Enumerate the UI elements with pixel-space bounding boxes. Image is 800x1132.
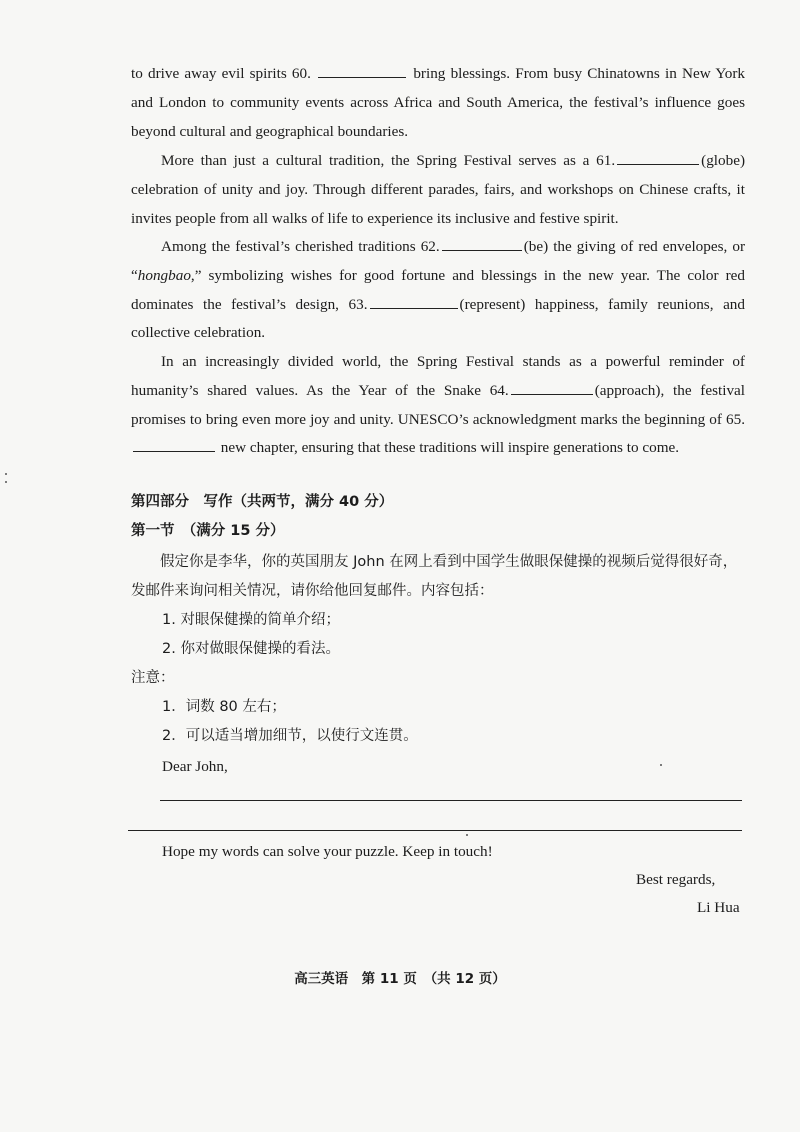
page-footer: 高三英语 第 11 页 （共 12 页） <box>294 971 506 987</box>
paragraph-text: , the festival promises to bring even more joy and unity. UNESCO’s acknowledgment marks the beginning of 65. <box>131 381 745 428</box>
answer-blank-64[interactable] <box>511 379 593 395</box>
word-hint: (be) <box>523 238 549 255</box>
scan-speck <box>5 481 7 483</box>
paragraph-text: the giving of red envelopes, or “ <box>131 238 745 284</box>
answer-blank-65[interactable] <box>133 436 215 452</box>
paragraph-text: bring blessings. From busy Chinatowns in New York and London to community events across Africa and South America, the festival’s influence goes beyond cultural and geographical boundaries. <box>131 65 746 140</box>
answer-blank-61[interactable] <box>617 149 699 165</box>
scan-speck <box>466 834 468 836</box>
answer-blank-62[interactable] <box>442 235 522 251</box>
word-hint: (globe) <box>701 152 745 169</box>
word-hint: (represent) <box>459 295 526 313</box>
email-signature: Li Hua <box>697 899 740 916</box>
passage-paragraph-1 <box>131 60 745 146</box>
note-1: 1．词数 80 左右； <box>162 699 286 715</box>
paragraph-text: In an increasingly divided world, the Spring Festival stands as a powerful reminder of humanity’s shared values. As the Year of the Snake 64. <box>131 353 745 399</box>
writing-line-2[interactable] <box>128 830 742 831</box>
paragraph-text: new chapter, ensuring that these traditions will inspire generations to come. <box>220 439 680 457</box>
email-sign-off: Best regards, <box>636 871 716 888</box>
paragraph-text: happiness, family reunions, and collective celebration. <box>131 295 745 342</box>
writing-prompt: 假定你是李华，你的英国朋友 John 在网上看到中国学生做眼保健操的视频后觉得很好奇，发邮件来询问相关情况，请你给他回复邮件。内容包括： <box>131 554 738 599</box>
email-greeting: Dear John, <box>162 758 228 775</box>
paragraph-text: ,” symbolizing wishes for good fortune and blessings in the new year. The color red dominates the festival’s design, 63. <box>131 266 745 313</box>
email-closing-line: Hope my words can solve your puzzle. Keep in touch! <box>162 843 493 860</box>
word-hint: (approach) <box>594 381 661 399</box>
paragraph-text: More than just a cultural tradition, the Spring Festival serves as a 61. <box>161 152 616 169</box>
prompt-point-1: 1. 对眼保健操的简单介绍； <box>162 612 340 628</box>
note-label: 注意： <box>131 670 175 686</box>
scan-speck <box>5 473 7 475</box>
note-2: 2．可以适当增加细节，以使行文连贯。 <box>162 728 418 744</box>
paragraph-text: to drive away evil spirits 60. <box>131 65 311 82</box>
passage-paragraph-3 <box>131 233 745 348</box>
answer-blank-60[interactable] <box>318 62 406 78</box>
hongbao-term: hongbao <box>137 266 191 284</box>
writing-line-1[interactable] <box>160 800 742 801</box>
scan-speck <box>660 764 662 766</box>
section-title: 第一节 （满分 15 分） <box>131 523 285 539</box>
prompt-point-2: 2. 你对做眼保健操的看法。 <box>162 641 340 657</box>
answer-blank-63[interactable] <box>370 292 458 308</box>
passage-paragraph-4 <box>131 348 745 463</box>
paragraph-text: Among the festival’s cherished traditions 62. <box>161 238 440 255</box>
paragraph-text: celebration of unity and joy. Through different parades, fairs, and workshops on Chinese crafts, it invites people from all walks of life to experience its inclusive and festive spirit. <box>131 180 745 227</box>
passage-paragraph-2 <box>131 147 745 233</box>
part-title: 第四部分 写作（共两节，满分 40 分） <box>131 494 394 510</box>
